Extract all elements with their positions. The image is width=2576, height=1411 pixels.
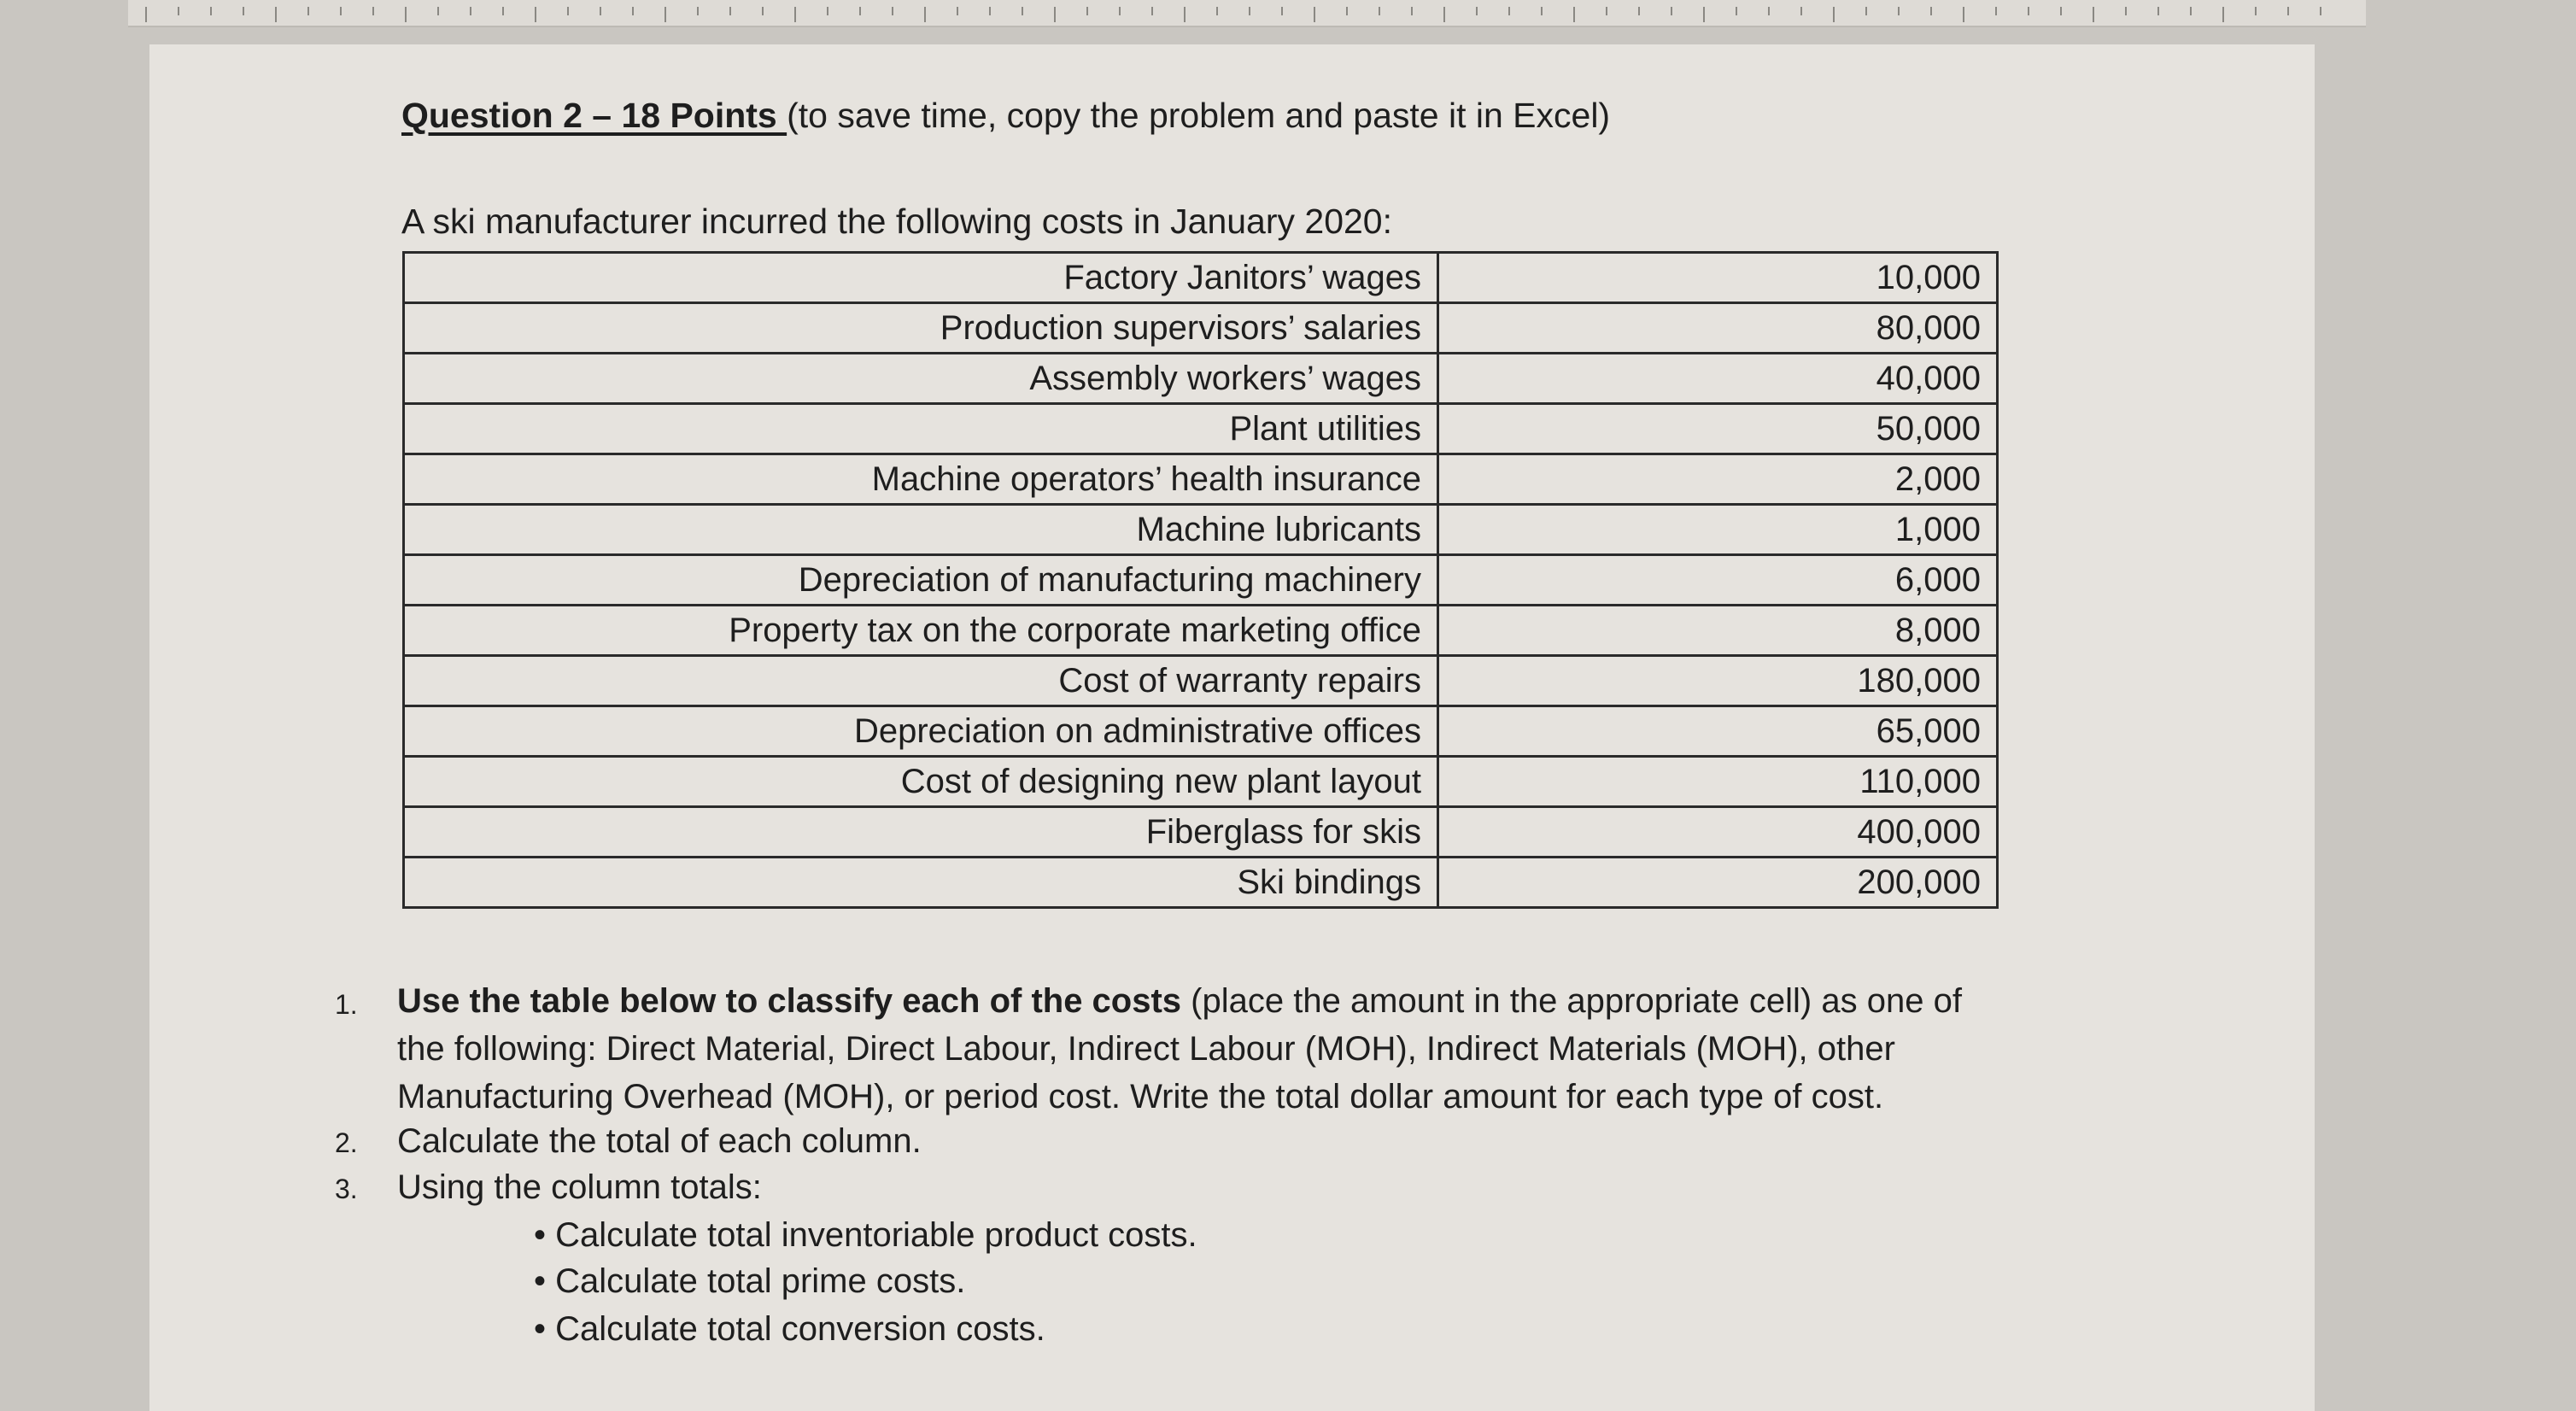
instruction-3: Using the column totals: bbox=[397, 1168, 762, 1206]
ruler-tick bbox=[2125, 7, 2127, 15]
ruler-tick bbox=[2190, 7, 2192, 15]
ruler-tick bbox=[2157, 7, 2159, 15]
ruler-tick bbox=[1865, 7, 1867, 15]
ruler-tick bbox=[1995, 7, 1997, 15]
ruler-tick bbox=[1833, 7, 1835, 22]
ruler-tick bbox=[1508, 7, 1510, 15]
ruler-tick bbox=[794, 7, 796, 22]
ruler-tick bbox=[892, 7, 893, 15]
table-row bbox=[404, 606, 1998, 656]
table-row bbox=[404, 706, 1998, 757]
table-row bbox=[404, 656, 1998, 706]
ruler-tick bbox=[664, 7, 666, 22]
cost-amount: 65,000 bbox=[1438, 706, 1998, 757]
ruler-tick bbox=[1411, 7, 1413, 15]
ruler-tick bbox=[989, 7, 991, 15]
ruler-tick bbox=[1314, 7, 1315, 22]
title-bold: Question 2 – 18 Points bbox=[401, 96, 787, 135]
cost-amount: 110,000 bbox=[1438, 757, 1998, 807]
question-title bbox=[401, 96, 1610, 136]
cost-amount: 400,000 bbox=[1438, 807, 1998, 858]
ruler-tick bbox=[1151, 7, 1153, 15]
ruler-tick bbox=[210, 7, 212, 15]
cost-label: Property tax on the corporate marketing office bbox=[404, 606, 1438, 656]
intro-text: A ski manufacturer incurred the following costs in January 2020: bbox=[401, 202, 1392, 241]
table-row bbox=[404, 555, 1998, 606]
table-row bbox=[404, 757, 1998, 807]
ruler-tick bbox=[2320, 7, 2321, 15]
ruler-tick bbox=[1184, 7, 1186, 22]
cost-label: Fiberglass for skis bbox=[404, 807, 1438, 858]
ruler-tick bbox=[1119, 7, 1121, 15]
ruler-tick bbox=[1800, 7, 1802, 15]
bullet-text: Calculate total conversion costs. bbox=[555, 1310, 1045, 1348]
ruler-tick bbox=[1703, 7, 1705, 22]
table-row bbox=[404, 807, 1998, 858]
cost-label: Depreciation of manufacturing machinery bbox=[404, 555, 1438, 606]
instruction-1-bold: Use the table below to classify each of the costs bbox=[397, 982, 1182, 1020]
list-number: 2. bbox=[335, 1127, 358, 1158]
ruler-tick bbox=[1476, 7, 1478, 15]
ruler-tick bbox=[827, 7, 828, 15]
ruler-tick bbox=[567, 7, 569, 15]
cost-label: Ski bindings bbox=[404, 858, 1438, 908]
ruler-tick bbox=[372, 7, 374, 15]
ruler-tick bbox=[1086, 7, 1088, 15]
cost-label: Cost of designing new plant layout bbox=[404, 757, 1438, 807]
instruction-1-rest: (place the amount in the appropriate cell) as one of bbox=[1181, 982, 1962, 1020]
ruler-tick bbox=[2060, 7, 2062, 15]
list-number: 1. bbox=[335, 989, 358, 1020]
ruler-tick bbox=[437, 7, 439, 15]
ruler-tick bbox=[924, 7, 926, 22]
ruler-tick bbox=[502, 7, 504, 15]
cost-label: Factory Janitors’ wages bbox=[404, 253, 1438, 303]
instruction-1-line2: the following: Direct Material, Direct Labour, Indirect Labour (MOH), Indirect Materials (MOH), other bbox=[397, 1030, 1895, 1068]
ruler-tick bbox=[1930, 7, 1932, 15]
ruler-tick bbox=[1768, 7, 1770, 15]
ruler-tick bbox=[2222, 7, 2224, 22]
ruler-tick bbox=[243, 7, 244, 15]
ruler-tick bbox=[1216, 7, 1218, 15]
ruler-tick bbox=[1346, 7, 1348, 15]
ruler-tick bbox=[1638, 7, 1640, 15]
table-row bbox=[404, 858, 1998, 908]
instruction-1 bbox=[397, 982, 1962, 1021]
title-note: (to save time, copy the problem and paste it in Excel) bbox=[787, 96, 1611, 135]
ruler-tick bbox=[1281, 7, 1283, 15]
cost-amount: 2,000 bbox=[1438, 454, 1998, 505]
ruler-tick bbox=[2255, 7, 2257, 15]
ruler-tick bbox=[697, 7, 699, 15]
ruler bbox=[128, 0, 2366, 27]
ruler-tick bbox=[178, 7, 179, 15]
cost-amount: 40,000 bbox=[1438, 354, 1998, 404]
ruler-tick bbox=[1898, 7, 1900, 15]
table-row bbox=[404, 505, 1998, 555]
cost-amount: 8,000 bbox=[1438, 606, 1998, 656]
ruler-tick bbox=[1379, 7, 1380, 15]
cost-label: Depreciation on administrative offices bbox=[404, 706, 1438, 757]
ruler-tick bbox=[1606, 7, 1607, 15]
ruler-tick bbox=[340, 7, 342, 15]
costs-table bbox=[402, 251, 1999, 909]
bullet-item: • Calculate total inventoriable product costs. bbox=[534, 1216, 1197, 1254]
ruler-tick bbox=[535, 7, 536, 22]
table-row bbox=[404, 454, 1998, 505]
cost-amount: 50,000 bbox=[1438, 404, 1998, 454]
table-row bbox=[404, 253, 1998, 303]
bullet-text: Calculate total inventoriable product costs. bbox=[555, 1216, 1197, 1254]
cost-amount: 10,000 bbox=[1438, 253, 1998, 303]
table-row bbox=[404, 303, 1998, 354]
cost-label: Machine lubricants bbox=[404, 505, 1438, 555]
ruler-tick bbox=[729, 7, 731, 15]
ruler-tick bbox=[1054, 7, 1056, 22]
ruler-tick bbox=[2287, 7, 2289, 15]
cost-label: Production supervisors’ salaries bbox=[404, 303, 1438, 354]
cost-label: Cost of warranty repairs bbox=[404, 656, 1438, 706]
ruler-tick bbox=[762, 7, 764, 15]
cost-amount: 1,000 bbox=[1438, 505, 1998, 555]
ruler-tick bbox=[307, 7, 309, 15]
cost-label: Assembly workers’ wages bbox=[404, 354, 1438, 404]
bullet-text: Calculate total prime costs. bbox=[555, 1262, 966, 1300]
cost-amount: 180,000 bbox=[1438, 656, 1998, 706]
ruler-tick bbox=[1541, 7, 1543, 15]
ruler-tick bbox=[1963, 7, 1964, 22]
ruler-tick bbox=[470, 7, 471, 15]
ruler-tick bbox=[632, 7, 634, 15]
cost-label: Machine operators’ health insurance bbox=[404, 454, 1438, 505]
instruction-1-line3: Manufacturing Overhead (MOH), or period cost. Write the total dollar amount for each type of cost. bbox=[397, 1078, 1884, 1115]
ruler-tick bbox=[2093, 7, 2094, 22]
ruler-tick bbox=[1022, 7, 1023, 15]
cost-amount: 6,000 bbox=[1438, 555, 1998, 606]
cost-label: Plant utilities bbox=[404, 404, 1438, 454]
ruler-tick bbox=[1736, 7, 1737, 15]
table-row bbox=[404, 354, 1998, 404]
ruler-tick bbox=[1573, 7, 1575, 22]
bullet-item: • Calculate total conversion costs. bbox=[534, 1310, 1045, 1348]
instruction-2: Calculate the total of each column. bbox=[397, 1122, 922, 1160]
list-number: 3. bbox=[335, 1174, 358, 1204]
ruler-tick bbox=[275, 7, 277, 22]
bullet-item: • Calculate total prime costs. bbox=[534, 1262, 966, 1300]
ruler-tick bbox=[600, 7, 601, 15]
ruler-tick bbox=[859, 7, 861, 15]
table-row bbox=[404, 404, 1998, 454]
ruler-tick bbox=[1443, 7, 1445, 22]
cost-amount: 200,000 bbox=[1438, 858, 1998, 908]
ruler-tick bbox=[1671, 7, 1672, 15]
cost-amount: 80,000 bbox=[1438, 303, 1998, 354]
ruler-tick bbox=[957, 7, 958, 15]
ruler-tick bbox=[1249, 7, 1250, 15]
ruler-tick bbox=[405, 7, 407, 22]
ruler-tick bbox=[2028, 7, 2029, 15]
ruler-tick bbox=[145, 7, 147, 22]
